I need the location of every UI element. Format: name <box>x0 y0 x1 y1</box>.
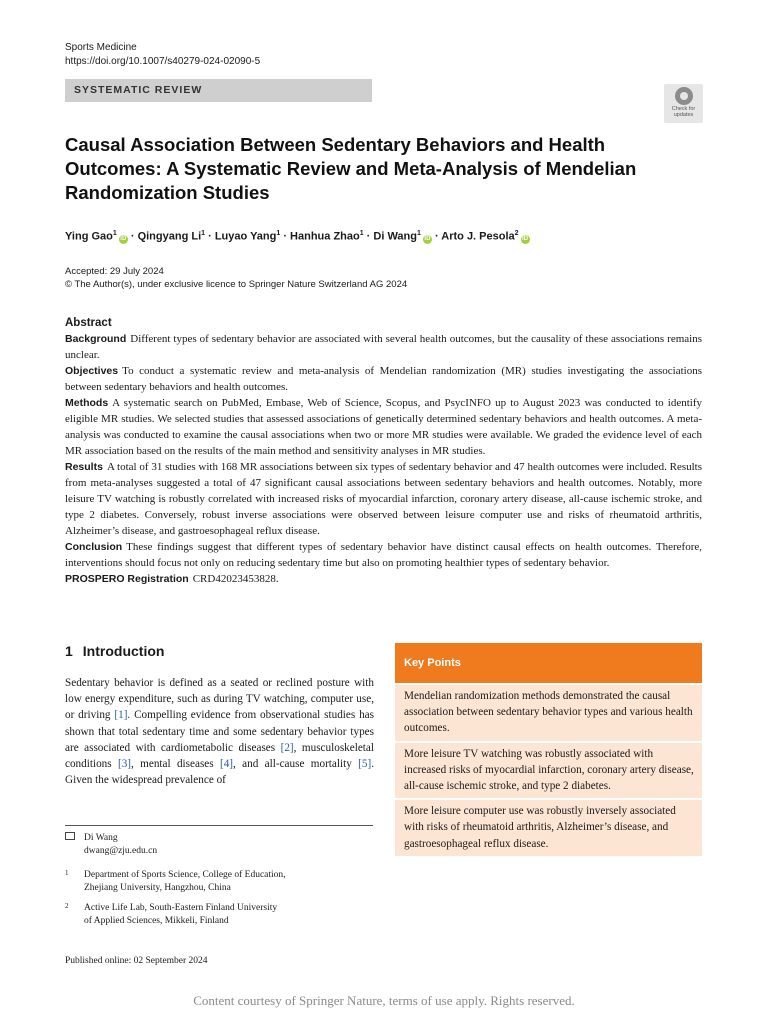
journal-header <box>65 41 260 69</box>
section-text: To conduct a systematic review and meta-analysis of Mendelian randomization (MR) studies investigating the associations between sedentary behaviors and health outcomes. <box>65 365 702 393</box>
section-heading-introduction <box>65 643 164 659</box>
affiliation-1: 1 Department of Sports Science, College of Education, Zhejiang University, Hangzhou, China <box>65 869 286 893</box>
orcid-icon[interactable]: iD <box>120 235 127 242</box>
key-point-item: Mendelian randomization methods demonstrated the causal association between sedentary behavior types and various health outcomes. <box>395 685 702 741</box>
section-label: Methods <box>65 397 109 409</box>
section-text: A total of 31 studies with 168 MR associations between six types of sedentary behavior and 47 health outcomes were included. Results from meta-analyses suggested a total of 47 significant causal associations between sedentary behaviors and health outcomes. Notably, more leisure TV watching is robustly correlated with increased risks of myocardial infarction, coronary artery disease, all-cause ischemic stroke, and type 2 diabetes. Conversely, robust inverse associations were observed between leisure computer use and risks of rheumatoid arthritis, Alzheimer’s disease, and gastroesophageal reflux disease. <box>65 461 702 537</box>
check-for-updates-badge[interactable] <box>664 84 703 123</box>
citation-link[interactable]: [4] <box>219 758 234 771</box>
check-updates-line1: Check for <box>671 106 696 112</box>
affiliation-marker: 1 <box>112 230 117 237</box>
author-name[interactable]: Luyao Yang <box>214 230 277 243</box>
envelope-icon <box>65 832 75 840</box>
key-point-item: More leisure computer use was robustly inversely associated with risks of rheumatoid arthritis, Alzheimer’s disease, and gastroesophageal reflux disease. <box>395 800 702 856</box>
author-name[interactable]: Qingyang Li <box>137 230 202 243</box>
key-point-item: More leisure TV watching was robustly associated with increased risks of myocardial infarction, coronary artery disease, all-cause ischemic stroke, and type 2 diabetes. <box>395 743 702 799</box>
citation-link[interactable]: [2] <box>280 741 294 754</box>
section-number: 1 <box>65 643 73 659</box>
author-name[interactable]: Arto J. Pesola <box>441 230 515 243</box>
orcid-icon[interactable]: iD <box>522 235 529 242</box>
abstract-registration <box>65 571 702 587</box>
affiliation-number: 1 <box>65 869 69 877</box>
published-online-date: Published online: 02 September 2024 <box>65 956 208 966</box>
corresponding-email[interactable]: dwang@zju.edu.cn <box>84 846 158 856</box>
check-updates-line2: updates <box>673 112 694 118</box>
affiliation-marker: 1 <box>359 230 364 237</box>
citation-link[interactable]: [5] <box>358 758 372 771</box>
accepted-date: Accepted: 29 July 2024 <box>65 266 164 277</box>
abstract <box>65 315 702 587</box>
citation-link[interactable]: [3] <box>117 758 132 771</box>
affiliation-number: 2 <box>65 902 69 910</box>
affiliation-marker: 1 <box>276 230 281 237</box>
article-type-banner: SYSTEMATIC REVIEW <box>65 79 372 102</box>
author-name[interactable]: Ying Gao <box>65 230 113 243</box>
footnote-divider <box>65 825 373 826</box>
copyright-notice: © The Author(s), under exclusive licence to Springer Nature Switzerland AG 2024 <box>65 279 408 290</box>
correspondence <box>65 832 157 858</box>
affiliation-marker: 2 <box>514 230 519 237</box>
affiliation-marker: 1 <box>417 230 421 237</box>
doi-link[interactable]: https://doi.org/10.1007/s40279-024-02090-5 <box>65 56 261 67</box>
affiliation-marker: 1 <box>201 230 206 237</box>
abstract-objectives <box>65 363 702 395</box>
abstract-heading: Abstract <box>65 317 112 329</box>
section-title: Introduction <box>82 643 165 659</box>
author-list: Ying Gao$^1$iD · Qingyang $Li^1$ · Luyao Yang$^1$ · Hanhua Zhao$^1$ · Di Wang$^1$iD · Arto J. Pesola$^2$iD <box>65 230 529 243</box>
affiliation-2: 2 Active Life Lab, South-Eastern Finland University of Applied Sciences, Mikkeli, Finland <box>65 902 278 926</box>
abstract-conclusion <box>65 539 702 571</box>
section-text: A systematic search on PubMed, Embase, Web of Science, Scopus, and PsycINFO up to August 2023 was conducted to identify eligible MR studies. We selected studies that assessed associations of genetically determined sedentary behaviors and health outcomes. A meta-analysis was conducted to examine the causal associations when two or more MR studies were available. We graded the evidence level of each MR association based on the results of the main method and sensitivity analyses in MR studies. <box>65 397 702 457</box>
section-text: CRD42023453828. <box>192 573 279 585</box>
citation-link[interactable]: [1] <box>114 709 128 722</box>
orcid-icon[interactable]: iD <box>424 235 431 242</box>
key-points-heading: Key Points <box>395 643 702 683</box>
copyright-footer: Content courtesy of Springer Nature, terms of use apply. Rights reserved. <box>193 993 575 1008</box>
abstract-methods <box>65 395 702 459</box>
article-dates <box>65 265 407 291</box>
corresponding-author: Di Wang <box>84 833 118 843</box>
article-title: Causal Association Between Sedentary Behaviors and Health Outcomes: A Systematic Review and Meta-Analysis of Mendelian Randomization Studies <box>65 134 637 203</box>
key-points-box <box>395 643 702 856</box>
author-name[interactable]: Hanhua Zhao <box>290 230 360 243</box>
section-text: These findings suggest that different types of sedentary behavior have distinct causal effects on health outcomes. Therefore, interventions should focus not only on reducing sedentary time but also on promoting healthier types of sedentary behavior. <box>65 541 702 569</box>
section-label: PROSPERO Registration <box>65 573 189 585</box>
section-text: Different types of sedentary behavior are associated with several health outcomes, but the causality of these associations remains unclear. <box>65 333 702 361</box>
author-name[interactable]: Di Wang <box>373 230 417 243</box>
journal-name: Sports Medicine <box>65 42 137 53</box>
abstract-results <box>65 459 702 539</box>
update-icon <box>675 87 693 105</box>
introduction-paragraph: Sedentary behavior is defined as a seated or reclined posture with low energy expenditure, such as during TV watching, computer use, or driving [1]. Compelling evidence from observational studies has shown that total sedentary time and some sedentary behavior types are associated with cardiometabolic diseases [2], musculoskeletal conditions [3], mental diseases [4], and all-cause mortality [5]. Given the widespread prevalence of <box>65 677 374 787</box>
section-label: Objectives <box>65 365 119 377</box>
abstract-background <box>65 331 702 363</box>
section-label: Results <box>65 461 103 473</box>
section-label: Background <box>65 333 127 345</box>
section-label: Conclusion <box>65 541 123 553</box>
